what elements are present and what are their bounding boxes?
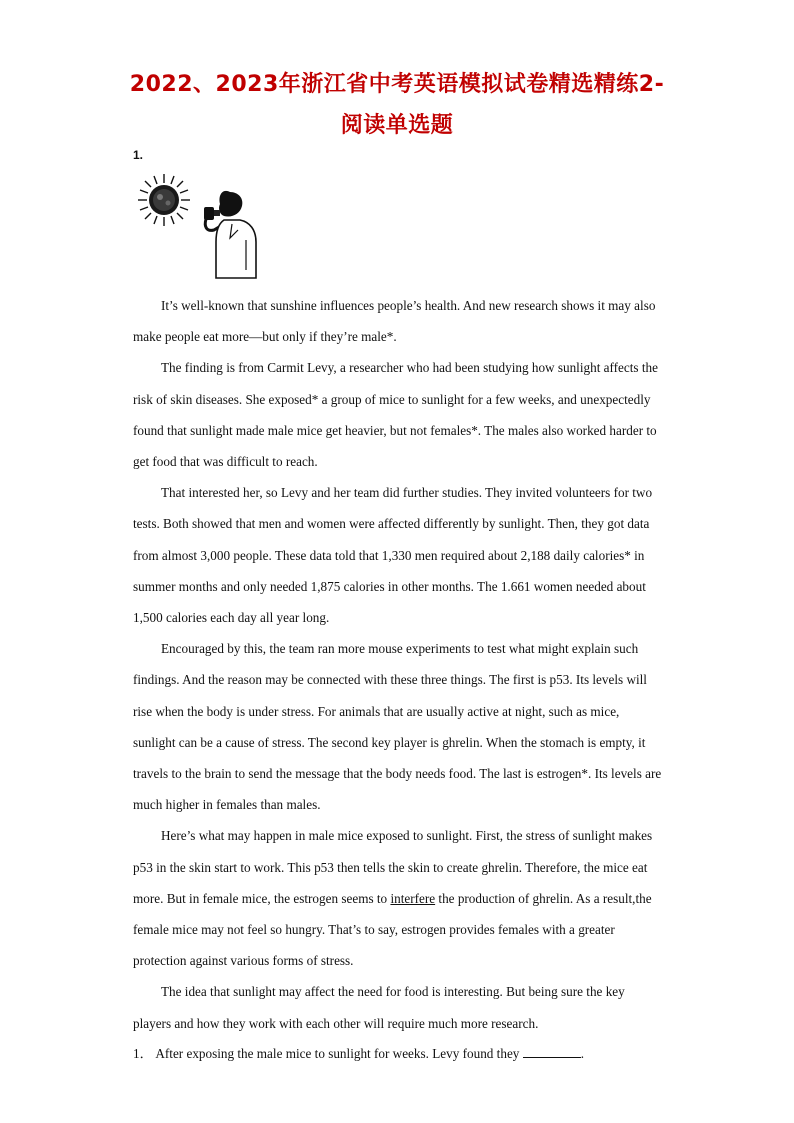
paragraph-3: That interested her, so Levy and her team did further studies. They invited volunteers for two tests. Both showed that men and women were affected differently by sunlight. Then, they got data from almost 3,000 people. These data told that 1,330 men required about 2,188 daily calories* in summer months and only needed 1,875 calories in other months. The 1.661 women needed about 1,500 calories each day all year long. [133,485,653,626]
paragraph-4: Encouraged by this, the team ran more mouse experiments to test what might explain such findings. And the reason may be connected with these three things. The first is p53. Its levels will rise when the body is under stress. For animals that are usually active at night, such as mice, sunlight can be a cause of stress. The second key player is ghrelin. When the stomach is empty, it travels to the brain to send the message that the body needs food. The last is estrogen*. Its levels are much higher in females than males. [133,641,662,813]
reading-passage [133,290,663,1039]
paragraph-1: It’s well-known that sunshine influences people’s health. And new research shows it may also make people eat more—but only if they’re male*. [133,298,656,345]
document-title-line-2: 阅读单选题 [340,113,454,138]
question-1-number: 1． [133,1046,153,1061]
sun-icon [138,174,190,226]
answer-blank[interactable] [523,1045,581,1058]
paragraph-2: The finding is from Carmit Levy, a researcher who had been studying how sunlight affects the risk of skin diseases. She exposed* a group of mice to sunlight for a few weeks, and unexpectedly found that sunlight made male mice get heavier, but not females*. The males also worked harder to get food that was difficult to reach. [133,360,658,470]
paragraph-5-text-a: Here’s what may happen in male mice exposed to sunlight. First, the stress of sunlight makes p53 in the skin start to work. This p53 then tells the skin to create ghrelin. Therefore, the mice eat more. But in female mice, the estrogen seems to [133,828,653,906]
person-drinking-icon [204,191,256,278]
question-1 [133,1040,663,1068]
question-1-text: After exposing the male mice to sunlight for weeks. Levy found they [155,1046,520,1061]
document-title-line-1: 2022、2023年浙江省中考英语模拟试卷精选精练2- [129,72,665,97]
question-1-end: . [580,1046,584,1061]
paragraph-5-text-b: the production of ghrelin. As a result,the female mice may not feel so hungry. That’s to say, estrogen provides females with a greater protection against various forms of stress. [133,890,652,969]
illustration [134,170,264,282]
paragraph-6: The idea that sunlight may affect the need for food is interesting. But being sure the key players and how they work with each other will require much more research. [133,984,625,1031]
question-number: 1. [133,148,144,162]
underlined-word: interfere [390,890,436,906]
paragraph-5 [133,820,663,976]
